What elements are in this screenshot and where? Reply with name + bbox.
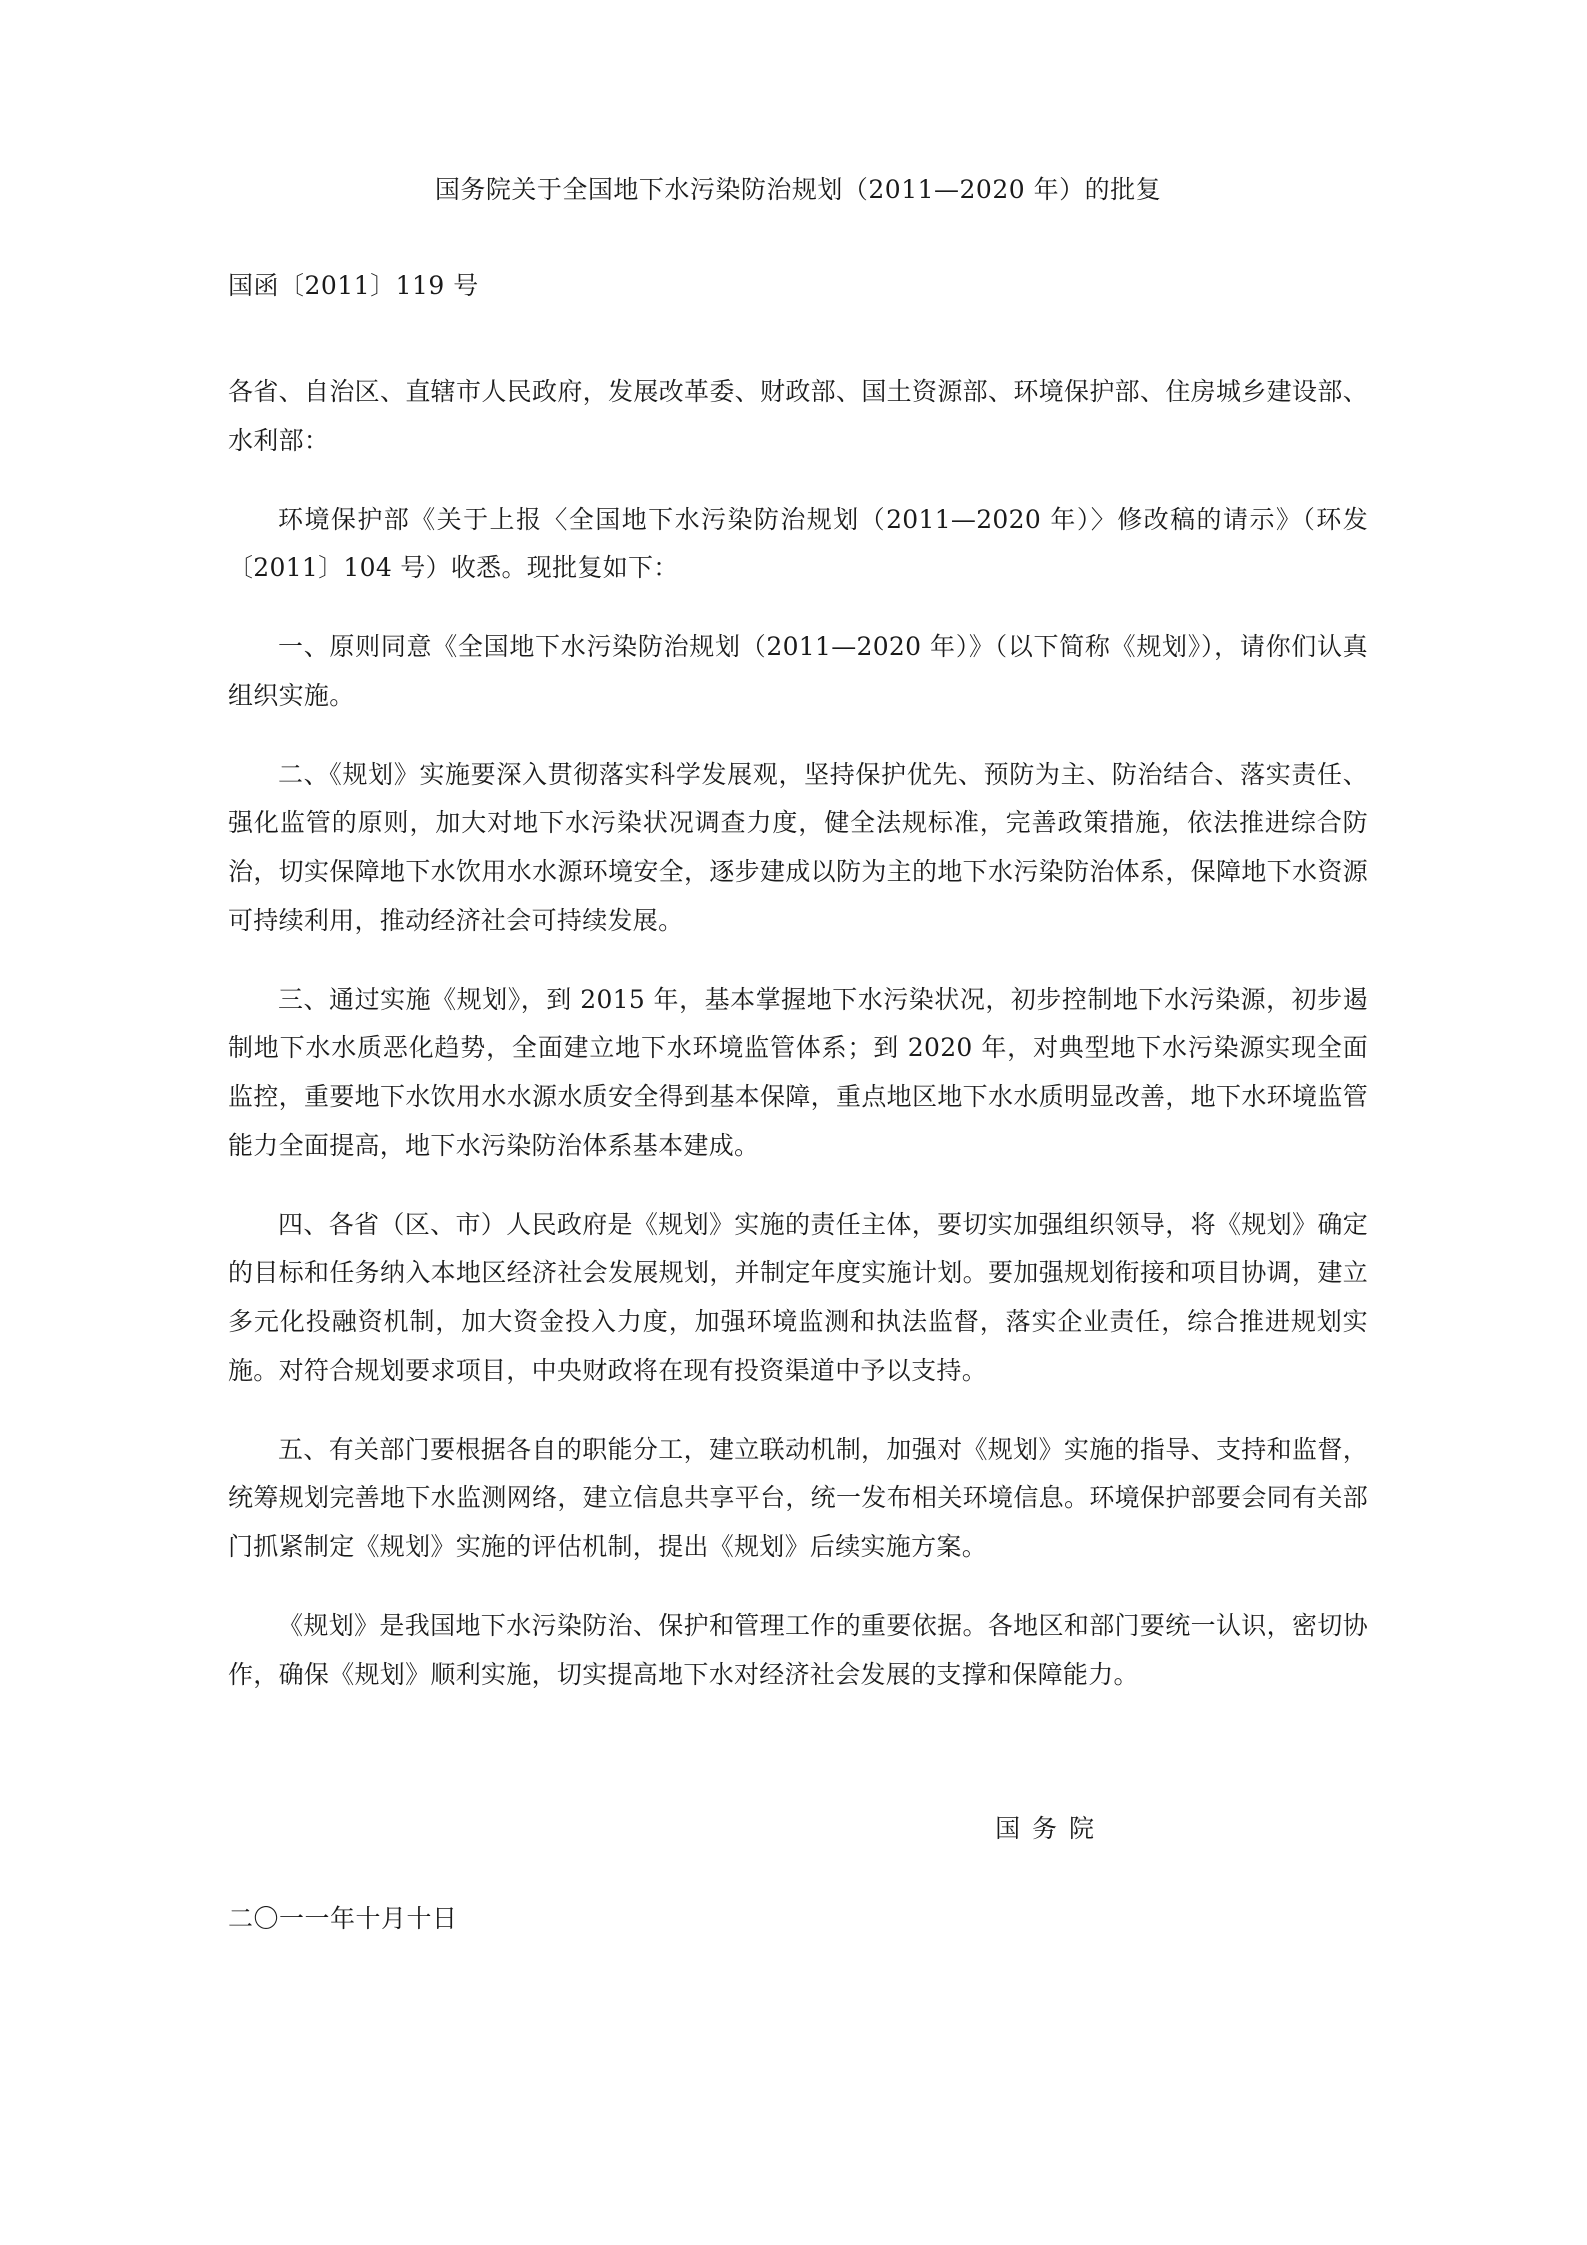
signature-date: 二〇一一年十月十日 <box>228 1904 458 1934</box>
paragraph-4: 三、通过实施《规划》，到 2015 年，基本掌握地下水污染状况，初步控制地下水污染源，初步遏制地下水水质恶化趋势，全面建立地下水环境监管体系；到 2020 年，对典型地下水污染源实现全面监控，重要地下水饮用水水源水质安全得到基本保障，重点地区地下水水质明显改善，地下水环境监管能力全面提高，地下水污染防治体系基本建成。 <box>228 984 1368 1160</box>
paragraph-7: 《规划》是我国地下水污染防治、保护和管理工作的重要依据。各地区和部门要统一认识，密切协作，确保《规划》顺利实施，切实提高地下水对经济社会发展的支撑和保障能力。 <box>228 1610 1368 1689</box>
document-body <box>228 170 1368 1935</box>
paragraph-2: 一、原则同意《全国地下水污染防治规划（2011—2020 年）》（以下简称《规划》），请你们认真组织实施。 <box>228 632 1368 710</box>
paragraph-3: 二、《规划》实施要深入贯彻落实科学发展观，坚持保护优先、预防为主、防治结合、落实责任、强化监管的原则，加大对地下水污染状况调查力度，健全法规标准，完善政策措施，依法推进综合防治，切实保障地下水饮用水水源环境安全，逐步建成以防为主的地下水污染防治体系，保障地下水资源可持续利用，推动经济社会可持续发展。 <box>228 759 1368 935</box>
paragraph-5: 四、各省（区、市）人民政府是《规划》实施的责任主体，要切实加强组织领导，将《规划》确定的目标和任务纳入本地区经济社会发展规划，并制定年度实施计划。要加强规划衔接和项目协调，建立多元化投融资机制，加大资金投入力度，加强环境监测和执法监督，落实企业责任，综合推进规划实施。对符合规划要求项目，中央财政将在现有投资渠道中予以支持。 <box>228 1209 1368 1385</box>
addressee-line: 各省、自治区、直辖市人民政府，发展改革委、财政部、国土资源部、环境保护部、住房城乡建设部、水利部： <box>228 377 1368 455</box>
paragraph-6: 五、有关部门要根据各自的职能分工，建立联动机制，加强对《规划》实施的指导、支持和监督，统筹规划完善地下水监测网络，建立信息共享平台，统一发布相关环境信息。环境保护部要会同有关部门抓紧制定《规划》实施的评估机制，提出《规划》后续实施方案。 <box>228 1434 1368 1561</box>
paragraph-1: 环境保护部《关于上报〈全国地下水污染防治规划（2011—2020 年）〉修改稿的请示》（环发〔2011〕104 号）收悉。现批复如下： <box>228 504 1368 583</box>
document-number: 国函〔2011〕119 号 <box>228 271 479 300</box>
page-title: 国务院关于全国地下水污染防治规划（2011—2020 年）的批复 <box>434 175 1162 204</box>
signature-issuer: 国 务 院 <box>995 1814 1096 1844</box>
